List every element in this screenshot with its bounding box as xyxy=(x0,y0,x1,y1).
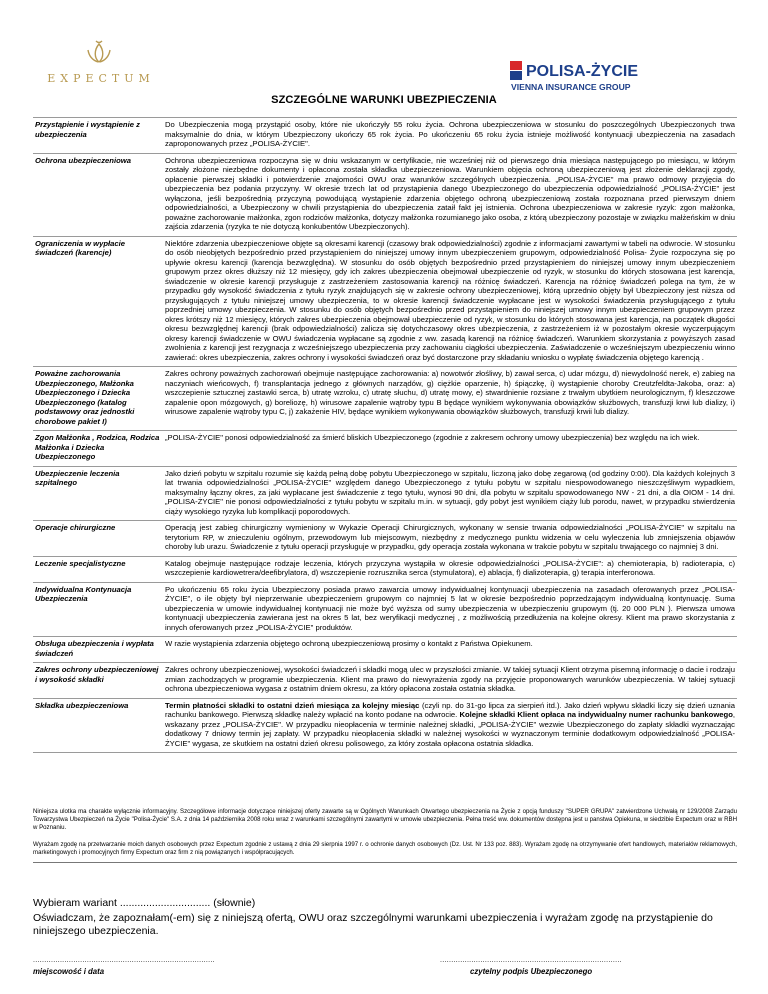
footer-consent-note: Wyrażam zgodę na przetwarzanie moich danych osobowych przez Expectum zgodnie z ustawą z dnia 29 sierpnia 1997 r. o ochronie danych osobowych (Dz. Ust. Nr 133 poz. 883). Wyrażam zgodę na otrzymywanie ofert handlowych, materiałów reklamowych, marketingowych i promocyjnych firmy Expectum oraz firm z nią powiązanych i współpracujących. xyxy=(33,841,737,856)
expectum-logo xyxy=(36,38,166,86)
section-text: Ochrona ubezpieczeniowa rozpoczyna się w dniu wskazanym w certyfikacie, nie wcześniej niż od pierwszego dnia miesiąca następującego po miesiącu, w którym zostały złożone niezbędne dokumenty i opłacona została składka ubezpieczeniowa. Warunkiem objęcia ochroną ubezpieczeniową jest złożenie deklaracji zgody, opłacenie pierwszej składki i potwierdzenie znajomości OWU oraz warunków szczególnych ubezpieczenia. „POLISA-ŻYCIE" ma prawo odmowy przyjęcia do ubezpieczenia bez podania przyczyny. W okresie trzech lat od przystąpienia danego Ubezpieczonego do ubezpieczenia odpowiedzialność „POLISA-ŻYCIE" jest wyłączona, jeśli bezpośrednią przyczyną powodującą wystąpienie zdarzenia objętego ochroną ubezpieczeniową została rozpoznana przed pierwszym dniem odpowiedzialności, a Ubezpieczony w chwili przystąpienia do ubezpieczenia zataił fakt jej istnienia. Ochrona ubezpieczeniowa w zakresie ryzyk: zgon małżonka, poważne zachorowanie małżonka, zgon rodziców małżonka, dotyczy małżonka rozumianego jako osoba, z którą ubezpieczony pozostaje w związku małżeńskim w dniu zajścia zdarzenia (ryzyka te nie dotyczą konkubentów Ubezpieczonych). xyxy=(165,155,735,231)
section-text: „POLISA-ŻYCIE" ponosi odpowiedzialność za śmierć bliskich Ubezpieczonego (zgodnie z zakresem ochrony umowy ubezpieczenia) bez względu na ich wiek. xyxy=(165,433,700,442)
place-date-line[interactable]: ................................................................................. xyxy=(33,957,215,964)
table-row xyxy=(33,698,737,753)
table-row xyxy=(33,236,737,367)
table-row xyxy=(33,153,737,236)
section-label: Zakres ochrony ubezpieczeniowej i wysokość składki xyxy=(35,665,159,684)
section-text: Niektóre zdarzenia ubezpieczeniowe objęte są okresami karencji (czasowy brak odpowiedzialności) zgodnie z informacjami zawartymi w tabeli na odwrocie. W stosunku do osób nieobjętych bezpośrednio przed przystąpieniem do niniejszej umowy innym ubezpieczeniem grupowym, odpowiedzialność Polisa- Życie rozpoczyna się po upływie okresu karencji (karencja bezwzględna). W stosunku do osób objętych bezpośrednio przed przystąpieniem do niniejszej umowy innym ubezpieczeniem grupowym przez okres dłuższy niż 12 miesięcy, gdy ich zakres ubezpieczenia obejmował ubezpieczenie od ryzyk, w stosunku do których stosowana jest karencja, świadczenie w okresie karencji przysługuje z zastrzeżeniem zastosowania karencji na różnicę świadczeń. Karencja na różnicę świadczeń polega na tym, że w przypadku gdy wysokość świadczenia z tytułu ryzyk znajdujących się w zakresie ochrony ubezpieczeniowej, którą uprzednio objęty był Ubezpieczony jest niższa od przysługujących z tytułu niniejszej umowy ubezpieczenia, to w okresie karencji świadczenie wypłacane jest w wysokości świadczenia przysługującego z tytułu poprzedniej umowy ubezpieczenia. W stosunku do osób objętych bezpośrednio przed przystąpieniem do niniejszej umowy innym ubezpieczeniem grupowym przez okres krótszy niż 12 miesięcy, których zakres ubezpieczenia obejmował ubezpieczenie od ryzyk, w stosunku do których stosowana jest karencja, na początek długości okresu bezwzględnej karencji (brak odpowiedzialności) zalicza się dotychczasowy okres ubezpieczenia, z zastrzeżeniem iż w pozostałym okresie wyczerpującym okresy karencji świadczenie w OWU świadczenia wypłacane są zgodnie z ww. zasadą karencji na różnicę świadczeń. Warunkiem skorzystania z powyższych zasad zwolnienia z karencji jest rezygnacja z wcześniejszego ubezpieczenia przy zachowaniu ciągłości ubezpieczenia. Zaświadczenie o wcześniejszym ubezpieczeniu winno zawierać: okres ubezpieczenia, zakres ochrony i wysokości świadczeń oraz być dostarczone przy składaniu wniosku o wypłatę świadczenia objętego karencją . xyxy=(165,238,735,362)
header xyxy=(0,0,768,92)
section-text xyxy=(163,698,737,753)
section-label: Operacje chirurgiczne xyxy=(35,523,116,532)
section-label: Zgon Małżonka , Rodzica, Rodzica Małżonka i Dziecka Ubezpieczonego xyxy=(35,433,160,461)
payment-account-bold: Kolejne składki Klient opłaca na indywidualny numer rachunku bankowego xyxy=(459,710,733,719)
section-label: Leczenie specjalistyczne xyxy=(35,558,126,568)
section-label: Składka ubezpieczeniowa xyxy=(35,700,129,710)
table-row xyxy=(33,582,737,637)
table-row xyxy=(33,466,737,521)
signature-label: czytelny podpis Ubezpieczonego xyxy=(470,967,593,976)
table-row xyxy=(33,556,737,582)
variant-choice[interactable]: Wybieram wariant ............................... (słownie) xyxy=(33,897,256,909)
section-text: Zakres ochrony ubezpieczeniowej, wysokości świadczeń i składki mogą ulec w przyszłości zmianie. W takiej sytuacji Klient otrzyma pisemną informację o dacie i rodzaju zmian zachodzących w programie ubezpieczenia. Klient ma prawo do niewyrażenia zgody na przyjęcie proponowanych warunków ubezpieczenia. W takiej sytuacji ochrona ubezpieczeniowa wygasa z ostatnim dniem okresu, za który opłacona została ostatnia składka. xyxy=(165,665,735,693)
table-row xyxy=(33,663,737,699)
section-text: Do Ubezpieczenia mogą przystąpić osoby, które nie ukończyły 55 roku życia. Ochrona ubezpieczeniowa w stosunku do poszczególnych Ubezpieczonych trwa maksymalnie do dnia, w którym Ubezpieczony ukończy 65 rok życia. Po ukończeniu 65 roku życia istnieje możliwość kontynuacji ubezpieczenia na zasadach zaproponowanych przez „POLISA-ŻYCIE". xyxy=(165,120,735,148)
section-text: W razie wystąpienia zdarzenia objętego ochroną ubezpieczeniową prosimy o kontakt z Państwa Opiekunem. xyxy=(165,639,533,648)
section-label: Ochrona ubezpieczeniowa xyxy=(35,155,131,165)
section-text: Zakres ochrony poważnych zachorowań obejmuje następujące zachorowania: a) nowotwór złośliwy, b) zawał serca, c) udar mózgu, d) niewydolność nerek, e) zabieg na naczyniach wieńcowych, f) transplantacja jednego z głównych narządów, g) ciężkie oparzenie, h) śpiączkę, i) wystąpienie choroby Creutzfeldta-Jakoba, oraz: a) wszczepienie sztucznej zastawki serca, b) utratę wzroku, c) utratę słuchu, d) utratę mowy, e) stwardnienie rozsiane z trwałym ubytkiem neurologicznym, f) kleszczowe zapalenie opon mózgowych, g) boreliozę, h) wirusowe zapalenie wątroby typu B będące wynikiem wykonywania obowiązków służbowych, transfuzji krwi lub dializy, i) wirusowe zapalenie wątroby typu C, j) zakażenie HIV, będące wynikiem wykonywania obowiązków służbowych, transfuzji krwii lub dializy. xyxy=(165,369,735,416)
table-row xyxy=(33,118,737,154)
page-title: SZCZEGÓLNE WARUNKI UBEZPIECZENIA xyxy=(271,94,497,106)
terms-table xyxy=(33,117,737,753)
section-text: Katalog obejmuje następujące rodzaje leczenia, których przyczyna wystąpiła w okresie odpowiedzialności „POLISA-ŻYCIE": a) chemioterapia, b) radioterapia, c) wszczepienie kardiowetrera/deefibrylatora, d) wszczepienie rozrusznika serca (stymulatora), e) ablacja, f) dializoterapia, g) terapia interferonowa. xyxy=(165,558,735,577)
payment-deadline-bold: Termin płatności składki to ostatni dzień miesiąca za kolejny miesiąc xyxy=(165,700,420,710)
section-label: Indywidualna Kontynuacja Ubezpieczenia xyxy=(35,584,132,603)
polisa-zycie-logo xyxy=(508,58,708,94)
polisa-logo-text: POLISA-ŻYCIE xyxy=(526,63,639,80)
section-label: Ograniczenia w wypłacie świadczeń (karencje) xyxy=(35,238,126,257)
divider xyxy=(33,862,737,863)
polisa-logo-subtitle: VIENNA INSURANCE GROUP xyxy=(511,82,631,92)
place-date-label: miejscowość i data xyxy=(33,967,105,976)
footer-info-note: Niniejsza ulotka ma charakte wyłącznie informacyjny. Szczegółowe informacje dotyczące niniejszej oferty zawarte są w Ogólnych Warunkach Otwartego ubezpieczenia na Życie z opcją funduszy "SUPER GRUPA" zatwierdzone Uchwałą nr 129/2008 Zarządu Towarzystwa Ubezpieczeń na Życie "Polisa-Życie" S.A. z dnia 14 października 2008 roku wraz z warunkami szczególnymi zawartymi w umowie ubezpieczenia. Pełna treść ww. dokumentów dostępna jest u panstwa Opiekuna, w siedzibie Expectum oraz w RBH w Poznaniu. xyxy=(33,808,737,831)
section-label: Obsługa ubezpieczenia i wypłata świadczeń xyxy=(35,639,154,658)
section-text: Operacją jest zabieg chirurgiczny wymieniony w Wykazie Operacji Chirurgicznych, wykonany w sensie trwania odpowiedzialności „POLISA-ŻYCIE" w szpitalu na terytorium RP, w znieczuleniu ogólnym, przewodowym lub miejscowym, niezbędny z medycznego punktu widzenia w celu wyleczenia lub zmniejszenia objawów choroby lub urazu. Świadczenie z tytułu operacji przysługuje w przypadku, gdy operacja została wykonana w trakcie pobytu w szpitalu trwającego co najmniej 3 dni. xyxy=(165,523,735,551)
section-label: Ubezpieczenie leczenia szpitalnego xyxy=(35,468,120,487)
payment-text-2: , wskazany przez „POLISA-ŻYCIE". W przypadku nieopłacenia w terminie należnej składki, „POLISA-ŻYCIE" wezwie Ubezpieczonego do zapłaty składki wyznaczając dodatkowy 7 dniowy termin jej zapłaty. W przypadku nieopłacenia składki w należnej wysokości w wyznaczonym terminie dodatkowym odpowiedzialność „POLISA-ŻYCIE" wygasa, ze skutkiem na ostatni dzień okresu polisowego, za który została opłacona ostatnia składka. xyxy=(165,710,735,748)
table-row xyxy=(33,637,737,663)
section-text: Jako dzień pobytu w szpitalu rozumie się każdą pełną dobę pobytu Ubezpieczonego w szpitalu, liczoną jako dobę zegarową (od godziny 0:00). Dla każdych kolejnych 3 lat trwania odpowiedzialności „POLISA-ŻYCIE" względem danego Ubezpieczonego z tytułu pobytu w szpitalu niespowodowanego nieszczęśliwym wypadkiem, maksymalny łączny okres, za jaki wypłacane jest świadczenie z tego tytułu, wynosi 90 dni, dla pobytu w szpitalu spowodowanego NW - 21 dni, a dla OIOM - 14 dni. „POLISA-ŻYCIE" nie ponosi odpowiedzialności z tytułu pobytu w szpitalu m.in. w sytuacji, gdy pobyt jest wynikiem ciąży lub porodu, nawet, w przypadku stwierdzenia ciąży wysokiego ryzyka lub komplikacji poporodowych. xyxy=(165,468,735,516)
section-label: Poważne zachorowania Ubezpieczonego, Małżonka Ubezpieczonego i Dziecka Ubezpieczonego (katalog podstawowy oraz jednostki chorobowe pakiet I) xyxy=(35,369,135,426)
table-row xyxy=(33,431,737,467)
section-label: Przystąpienie i wystąpienie z ubezpieczenia xyxy=(35,120,140,139)
section-text: Po ukończeniu 65 roku życia Ubezpieczony posiada prawo zawarcia umowy indywidualnej kontynuacji ubezpieczenia na zasadach oferowanych przez „POLISA-ŻYCIE", o ile objęty był nieprzerwanie ubezpieczeniem grupowym co najmniej 5 lat w okresie bezpośrednio poprzedzającym indywidualną kontynuację. Suma ubezpieczenia w umowie indywidualnej kontynuacji nie może być wyższa od sumy ubezpieczenia w ubezpieczeniu grupowym (tj. 20 000 PLN ). Pierwsza umowa kontynuacji ubezpieczenia zawierana jest na okres 5 lat, bez weryfikacji medycznej , z możliwością przedłużenia na kolejne okresy. Klient ma prawo skorzystania z innych oferowanych przez „POLISA-ŻYCIE" produktów. xyxy=(165,584,735,632)
expectum-logo-text: EXPECTUM xyxy=(47,72,155,85)
payment-text-1: (czyli np. do 31-go lipca za sierpień itd.). Jako dzień wpływu składki liczy się dzień uznania rachunku bankowego. Pierwszą składkę należy wpłacić na konto podane na odwrocie. xyxy=(165,700,735,719)
table-row xyxy=(33,367,737,431)
signature-line[interactable]: ................................................................................. xyxy=(440,957,622,964)
declaration-text: Oświadczam, że zapoznałam(-em) się z niniejszą ofertą, OWU oraz szczególnymi warunkami ubezpieczenia i wyrażam zgodę na przystąpienie do niniejszego ubezpieczenia. xyxy=(33,912,713,937)
table-row xyxy=(33,521,737,557)
